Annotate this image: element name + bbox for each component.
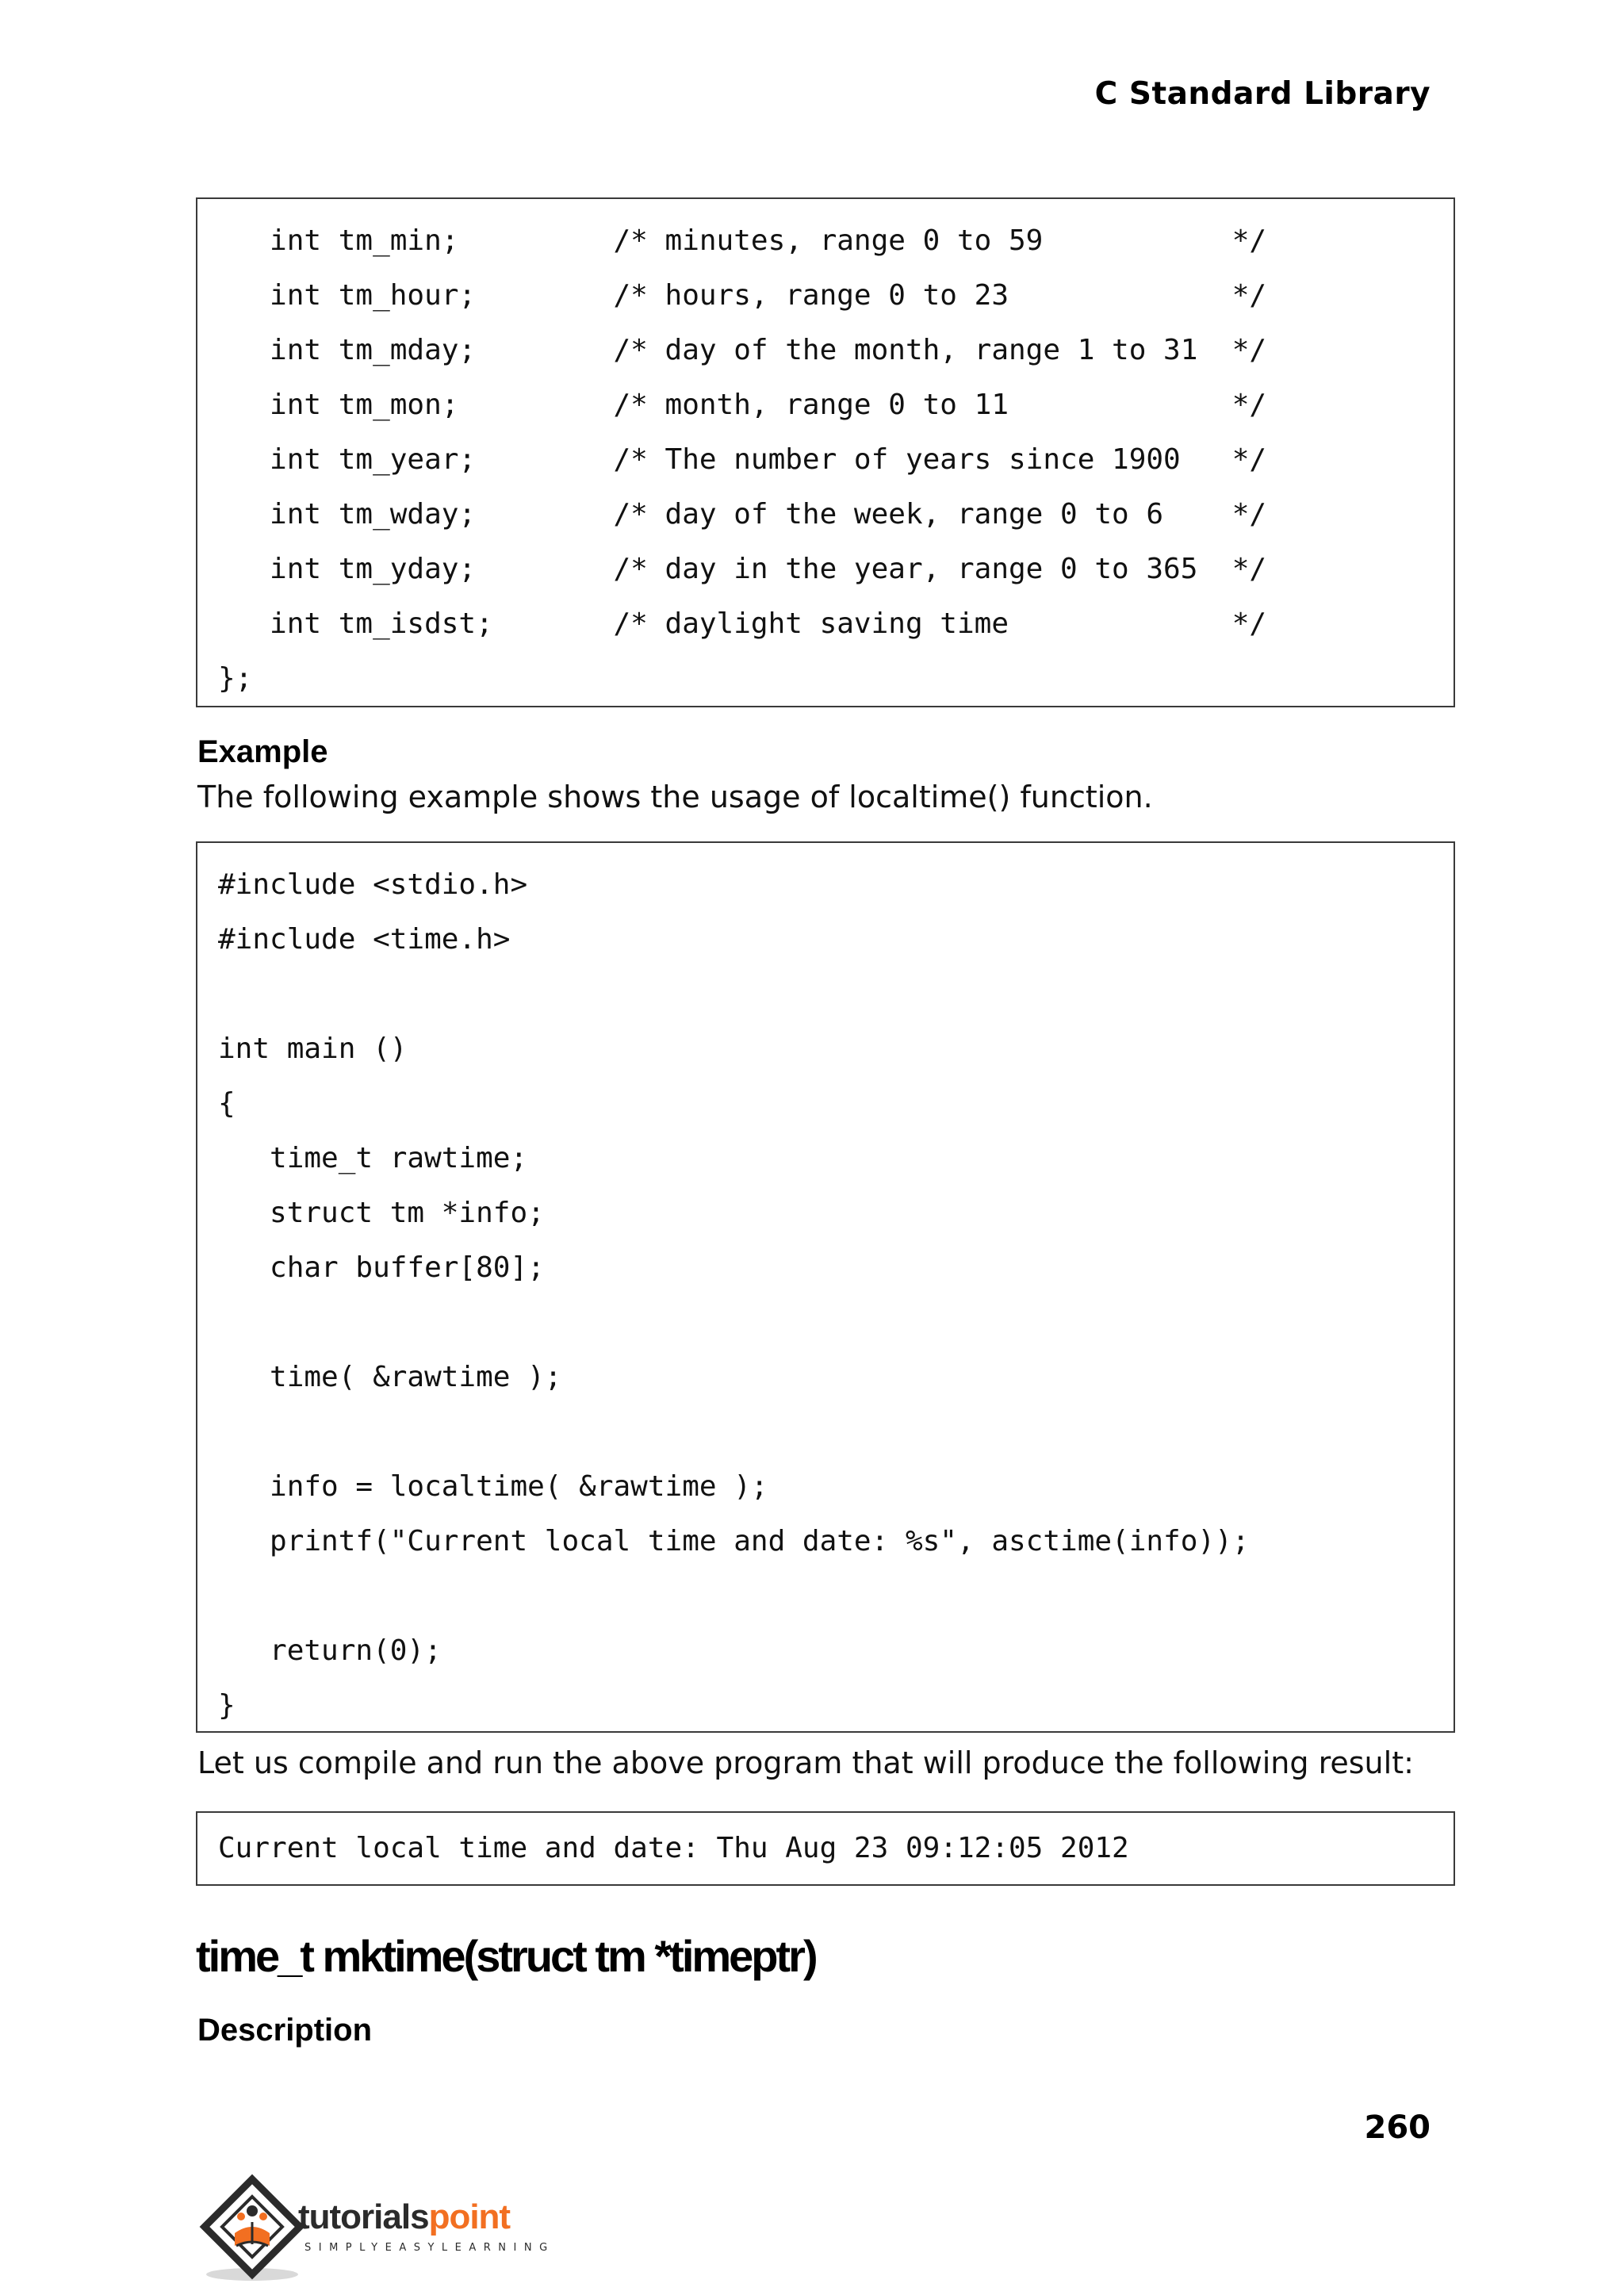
example-heading: Example — [197, 734, 328, 769]
svg-text:tutorialspoint — [298, 2197, 511, 2236]
example-code-line: #include <stdio.h> — [218, 868, 528, 901]
example-code-line: } — [218, 1689, 236, 1722]
example-code-line: #include <time.h> — [218, 923, 511, 956]
example-intro-text: The following example shows the usage of localtime() function. — [197, 780, 1153, 814]
description-heading: Description — [197, 2013, 373, 2048]
output-line: Current local time and date: Thu Aug 23 09:12:05 2012 — [218, 1832, 1129, 1864]
example-code-line: int main () — [218, 1033, 408, 1065]
logo-text-dark: tutorials — [298, 2197, 429, 2236]
logo-text-accent: point — [428, 2197, 511, 2236]
example-code-line: printf("Current local time and date: %s", asctime(info)); — [218, 1525, 1250, 1557]
example-code-line: info = localtime( &rawtime ); — [218, 1470, 768, 1503]
logo-tagline: SIMPLYEASYLEARNING — [304, 2242, 555, 2254]
struct-code-line: }; — [218, 662, 253, 695]
logo-emblem-icon — [205, 2179, 300, 2281]
example-code-line: char buffer[80]; — [218, 1251, 545, 1284]
struct-code-line: int tm_mon; /* month, range 0 to 11 */ — [218, 389, 1267, 421]
struct-code-line: int tm_yday; /* day in the year, range 0 to 365 */ — [218, 553, 1267, 585]
example-code-line — [218, 1404, 1454, 1459]
struct-code-line: int tm_mday; /* day of the month, range 1 to 31 */ — [218, 334, 1267, 366]
example-code-block — [196, 841, 1455, 1733]
example-code-line: { — [218, 1087, 236, 1120]
struct-code-line: int tm_hour; /* hours, range 0 to 23 */ — [218, 279, 1267, 312]
mktime-function-title: time_t mktime(struct tm *timeptr) — [196, 1931, 816, 1981]
struct-code-line: int tm_wday; /* day of the week, range 0 to 6 */ — [218, 498, 1267, 531]
example-code-line — [218, 1569, 1454, 1623]
tutorialspoint-logo — [195, 2173, 576, 2284]
library-title: C Standard Library — [1094, 76, 1431, 112]
result-intro-text: Let us compile and run the above program that will produce the following result: — [197, 1745, 1414, 1780]
struct-tm-code-block — [196, 197, 1455, 707]
example-code-line: time( &rawtime ); — [218, 1361, 562, 1393]
example-code-line: time_t rawtime; — [218, 1142, 528, 1174]
example-code-line: return(0); — [218, 1634, 442, 1667]
page-number: 260 — [1364, 2109, 1431, 2146]
output-code-block — [196, 1811, 1455, 1886]
struct-code-line: int tm_year; /* The number of years since 1900 */ — [218, 443, 1267, 476]
example-code-line — [218, 967, 1454, 1021]
struct-code-line: int tm_isdst; /* daylight saving time */ — [218, 607, 1267, 640]
example-code-line — [218, 1295, 1454, 1350]
example-code-line: struct tm *info; — [218, 1197, 545, 1229]
struct-code-line: int tm_min; /* minutes, range 0 to 59 */ — [218, 224, 1267, 257]
